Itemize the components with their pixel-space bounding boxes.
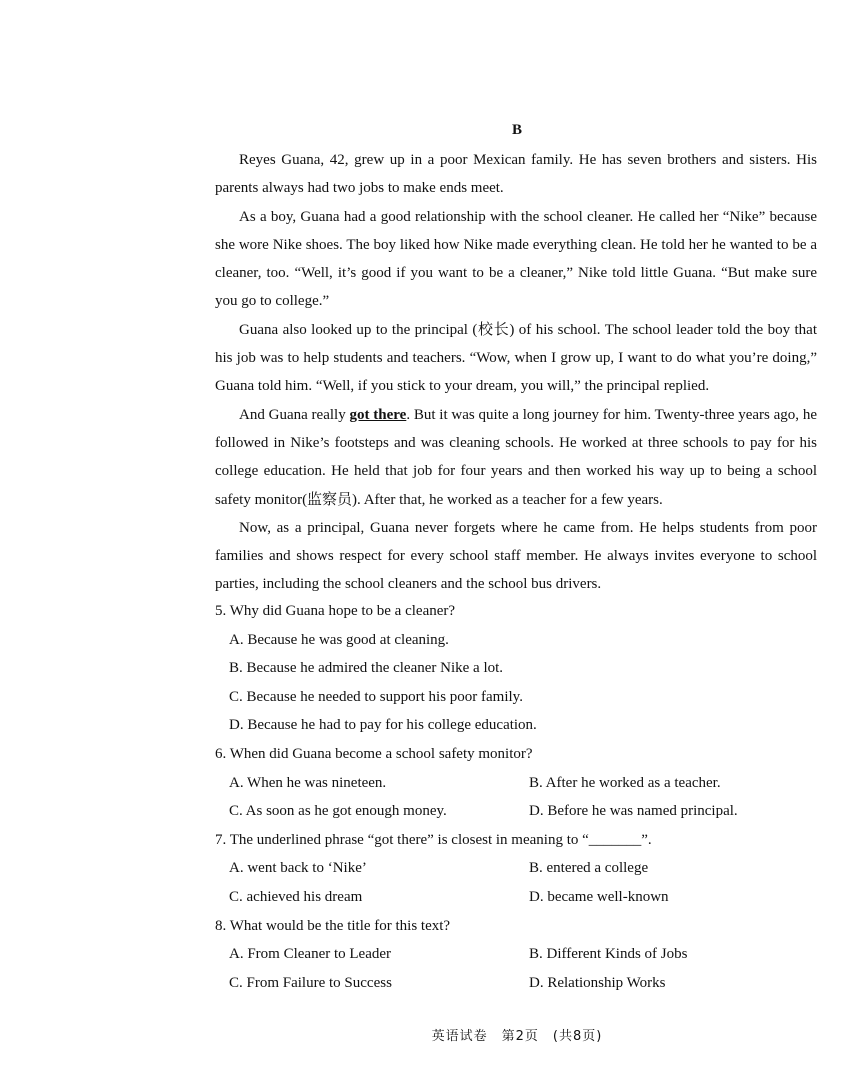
page-footer: 英语试卷 第2页 (共8页) bbox=[431, 1029, 603, 1044]
question-8-options-row-2 bbox=[229, 969, 817, 998]
questions bbox=[215, 597, 817, 997]
question-7-option-a: A. went back to ‘Nike’ bbox=[229, 860, 367, 877]
question-5-option-a: A. Because he was good at cleaning. bbox=[229, 631, 449, 648]
question-8-option-d: D. Relationship Works bbox=[529, 974, 666, 991]
paragraph-1: Reyes Guana, 42, grew up in a poor Mexican family. He has seven brothers and sisters. His parents always had two jobs to make ends meet. bbox=[215, 152, 817, 197]
reading-passage bbox=[215, 146, 817, 599]
question-8-option-b: B. Different Kinds of Jobs bbox=[529, 946, 688, 963]
question-8-stem: 8. What would be the title for this text? bbox=[215, 917, 451, 934]
question-5-option-d: D. Because he had to pay for his college education. bbox=[229, 717, 537, 734]
question-5-option-c: C. Because he needed to support his poor family. bbox=[229, 688, 523, 705]
paragraph-4-rest: . But it was quite a long journey for him. Twenty-three years ago, he followed in Nike’s footsteps and was cleaning schools. He worked at three schools to pay for his college education. He held that job for four years and then worked his way up to being a school safety monitor(监察员). After that, he worked as a teacher for a few years. bbox=[215, 406, 817, 508]
section-label: B bbox=[511, 122, 522, 138]
question-8-option-c: C. From Failure to Success bbox=[229, 974, 392, 991]
question-7-options-row-1 bbox=[229, 854, 817, 883]
question-6-options-row-1 bbox=[229, 769, 817, 798]
question-6-options-row-2 bbox=[229, 797, 817, 826]
question-8-option-a: A. From Cleaner to Leader bbox=[229, 946, 392, 963]
paragraph-2: As a boy, Guana had a good relationship with the school cleaner. He called her “Nike” because she wore Nike shoes. The boy liked how Nike made everything clean. He told her he wanted to be a cleaner, too. “Well, it’s good if you want to be a cleaner,” Nike told little Guana. “But make sure you go to college.” bbox=[215, 208, 817, 310]
question-6-option-d: D. Before he was named principal. bbox=[529, 803, 738, 820]
question-6-option-a: A. When he was nineteen. bbox=[229, 774, 387, 791]
question-7-option-d: D. became well-known bbox=[529, 888, 669, 905]
question-5-option-b: B. Because he admired the cleaner Nike a lot. bbox=[229, 660, 504, 677]
paragraph-3: Guana also looked up to the principal (校长) of his school. The school leader told the boy that his job was to help students and teachers. “Wow, when I grow up, I want to do what you’re doing,” Guana told him. “Well, if you stick to your dream, you will,” the principal replied. bbox=[215, 321, 817, 395]
question-6-option-b: B. After he worked as a teacher. bbox=[529, 774, 721, 791]
paragraph-4 bbox=[215, 401, 817, 514]
underlined-phrase: got there bbox=[349, 406, 407, 423]
paragraph-5: Now, as a principal, Guana never forgets where he came from. He helps students from poor families and shows respect for every school staff member. He always invites everyone to school parties, including the school cleaners and the school bus drivers. bbox=[215, 519, 817, 593]
question-5-stem: 5. Why did Guana hope to be a cleaner? bbox=[215, 603, 456, 619]
question-7-stem: 7. The underlined phrase “got there” is closest in meaning to “_______”. bbox=[215, 831, 652, 848]
question-6-option-c: C. As soon as he got enough money. bbox=[229, 803, 447, 820]
question-7-options-row-2 bbox=[229, 883, 817, 912]
question-8-options-row-1 bbox=[229, 940, 817, 969]
question-7-option-b: B. entered a college bbox=[529, 860, 649, 877]
question-7-option-c: C. achieved his dream bbox=[229, 888, 363, 905]
paragraph-4-start: And Guana really bbox=[239, 406, 350, 423]
question-6-stem: 6. When did Guana become a school safety monitor? bbox=[215, 745, 533, 762]
